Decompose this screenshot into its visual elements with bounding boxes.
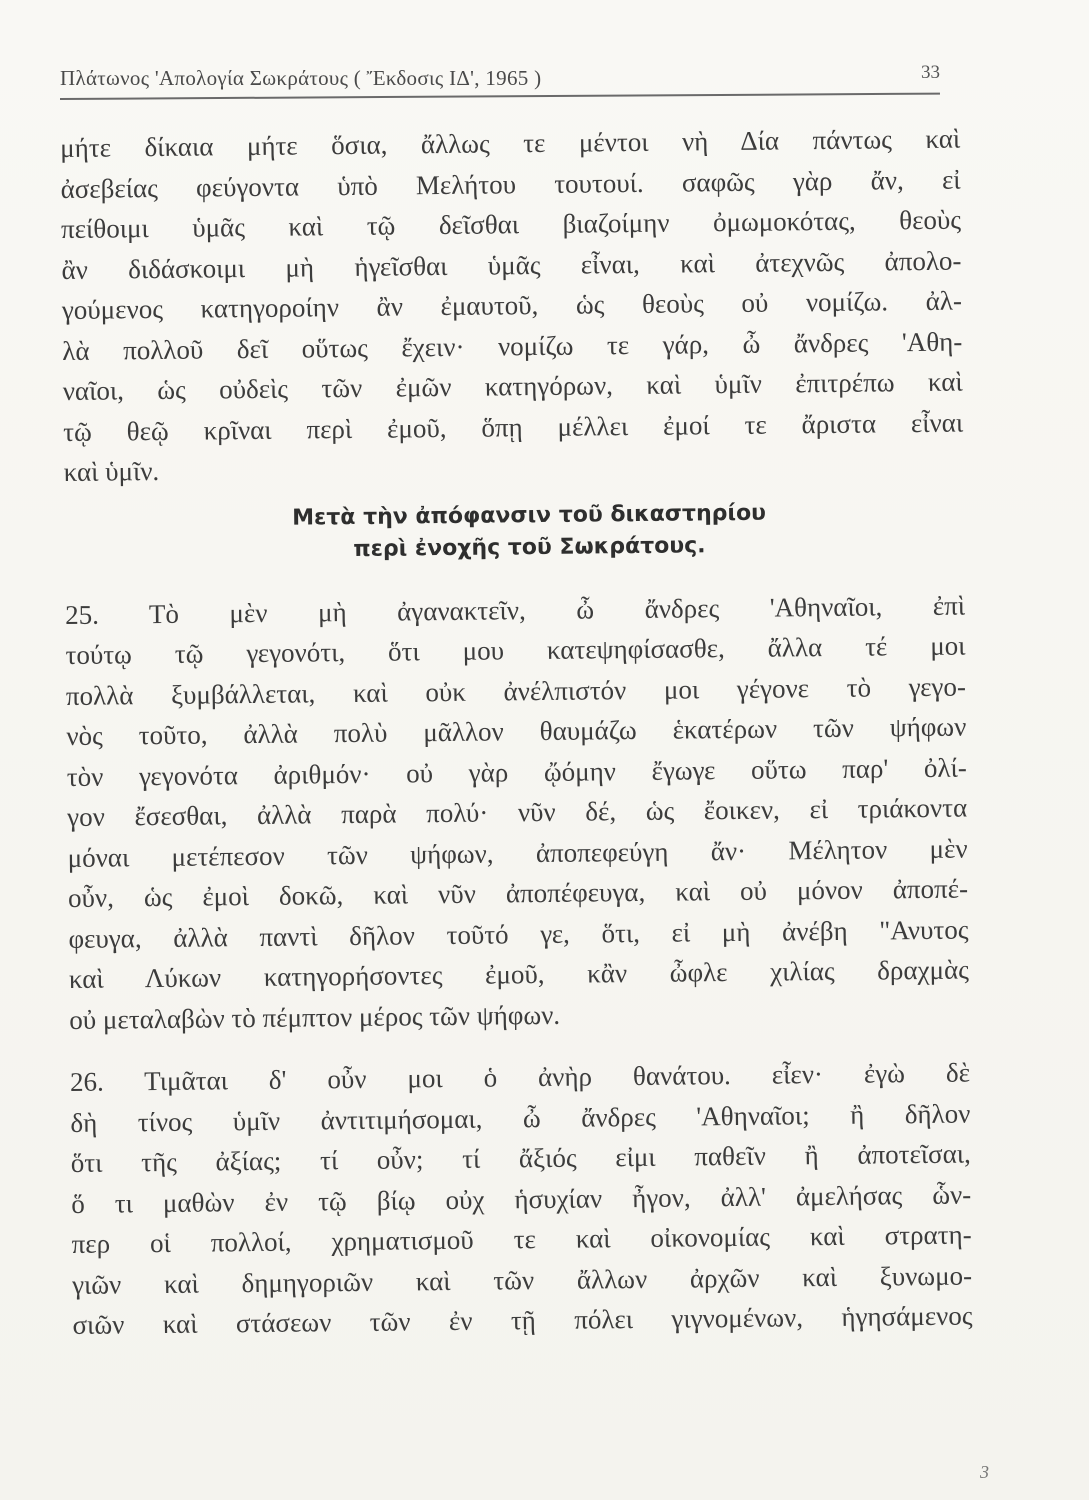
text-line: περ οἱ πολλοί, χρηματισμοῦ τε καὶ οἰκονομίας καὶ στρατη-	[71, 1219, 972, 1259]
text-line: πείθοιμι ὑμᾶς καὶ τῷ δεῖσθαι βιαζοίμην ὀμωμοκότας, θεοὺς	[60, 204, 962, 244]
text-line: γιῶν καὶ δημηγοριῶν καὶ τῶν ἄλλων ἀρχῶν καὶ ξυνωμο-	[71, 1260, 973, 1300]
section-heading	[64, 495, 965, 568]
text-line: σιῶν καὶ στάσεων τῶν ἐν τῇ πόλει γιγνομένων, ἡγησάμενος	[72, 1300, 973, 1340]
text-line: καὶ ὑμῖν.	[63, 455, 160, 487]
text-line: γον ἔσεσθαι, ἀλλὰ παρὰ πολύ· νῦν δέ, ὡς ἔοικεν, εἰ τριάκοντα	[67, 792, 968, 832]
text-line: φευγα, ἀλλὰ παντὶ δῆλον τοῦτό γε, ὅτι, εἰ μὴ ἀνέβη "Ανυτος	[68, 914, 969, 954]
text-line: οὐ μεταλαβὼν τὸ πέμπτον μέρος τῶν ψήφων.	[69, 999, 561, 1035]
text-line: τὸν γεγονότα ἀριθμόν· οὐ γὰρ ᾤόμην ἔγωγε οὕτω παρ' ὀλί-	[66, 752, 967, 792]
text-line: ἀσεβείας φεύγοντα ὑπὸ Μελήτου τουτουί. σαφῶς γὰρ ἄν, εἰ	[60, 164, 961, 204]
text-line: ναῖοι, ὡς οὐδεὶς τῶν ἐμῶν κατηγόρων, καὶ ὑμῖν ἐπιτρέπω καὶ	[62, 366, 963, 406]
text-line: καὶ Λύκων κατηγορήσοντες ἐμοῦ, κἂν ὦφλε χιλίας δραχμὰς	[68, 954, 970, 994]
paragraph-25	[65, 585, 970, 1040]
text-line: 26. Τιμᾶται δ' οὖν μοι ὁ ἀνὴρ θανάτου. εἶεν· ἐγὼ δὲ	[69, 1057, 971, 1097]
text-line: μόναι μετέπεσον τῶν ψήφων, ἀποπεφεύγη ἄν· Μέλητον μὲν	[67, 833, 968, 873]
signature-mark: 3	[980, 1462, 989, 1482]
paragraph-26	[70, 1053, 973, 1346]
text-line: ἂν διδάσκοιμι μὴ ἡγεῖσθαι ὑμᾶς εἶναι, καὶ ἀτεχνῶς ἀπολο-	[61, 245, 962, 285]
body-text	[60, 119, 973, 1346]
section-heading-line: περὶ ἐνοχῆς τοῦ Σωκράτους.	[353, 532, 706, 562]
paragraph-continuation	[60, 119, 964, 493]
text-line: ὅτι τῆς ἀξίας; τί οὖν; τί ἄξιός εἰμι παθεῖν ἢ ἀποτεῖσαι,	[70, 1138, 971, 1178]
text-line: πολλὰ ξυμβάλλεται, καὶ οὐκ ἀνέλπιστόν μοι γέγονε τὸ γεγο-	[65, 671, 967, 711]
section-heading-line: Μετὰ τὴν ἀπόφανσιν τοῦ δικαστηρίου	[292, 500, 767, 531]
text-line: γούμενος κατηγοροίην ἂν ἐμαυτοῦ, ὡς θεοὺς οὐ νομίζω. ἀλ-	[61, 285, 963, 325]
text-line: μήτε δίκαια μήτε ὅσια, ἄλλως τε μέντοι νὴ Δία πάντως καὶ	[60, 123, 961, 163]
text-line: δὴ τίνος ὑμῖν ἀντιτιμήσομαι, ὦ ἄνδρες 'Αθηναῖοι; ἢ δῆλον	[70, 1098, 971, 1138]
text-line: τούτῳ τῷ γεγονότι, ὅτι μου κατεψηφίσασθε, ἄλλα τέ μοι	[65, 630, 966, 670]
text-line: τῷ θεῷ κρῖναι περὶ ἐμοῦ, ὅπῃ μέλλει ἐμοί τε ἄριστα εἶναι	[63, 407, 964, 447]
page-number: 33	[921, 62, 940, 83]
text-line: λὰ πολλοῦ δεῖ οὕτως ἔχειν· νομίζω τε γάρ, ὦ ἄνδρες 'Αθη-	[62, 326, 963, 366]
text-line: 25. Τὸ μὲν μὴ ἀγανακτεῖν, ὦ ἄνδρες 'Αθηναῖοι, ἐπὶ	[64, 590, 966, 630]
text-line: νὸς τοῦτο, ἀλλὰ πολὺ μᾶλλον θαυμάζω ἑκατέρων τῶν ψήφων	[66, 711, 967, 751]
header-title: Πλάτωνος 'Απολογία Σωκράτους ( Ἔκδοσις ΙΔ', 1965 )	[60, 66, 542, 90]
text-line: ὅ τι μαθὼν ἐν τῷ βίῳ οὐχ ἡσυχίαν ἦγον, ἀλλ' ἀμελήσας ὧν-	[71, 1179, 972, 1219]
text-line: οὖν, ὡς ἐμοὶ δοκῶ, καὶ νῦν ἀποπέφευγα, καὶ οὐ μόνον ἀποπέ-	[67, 873, 969, 913]
